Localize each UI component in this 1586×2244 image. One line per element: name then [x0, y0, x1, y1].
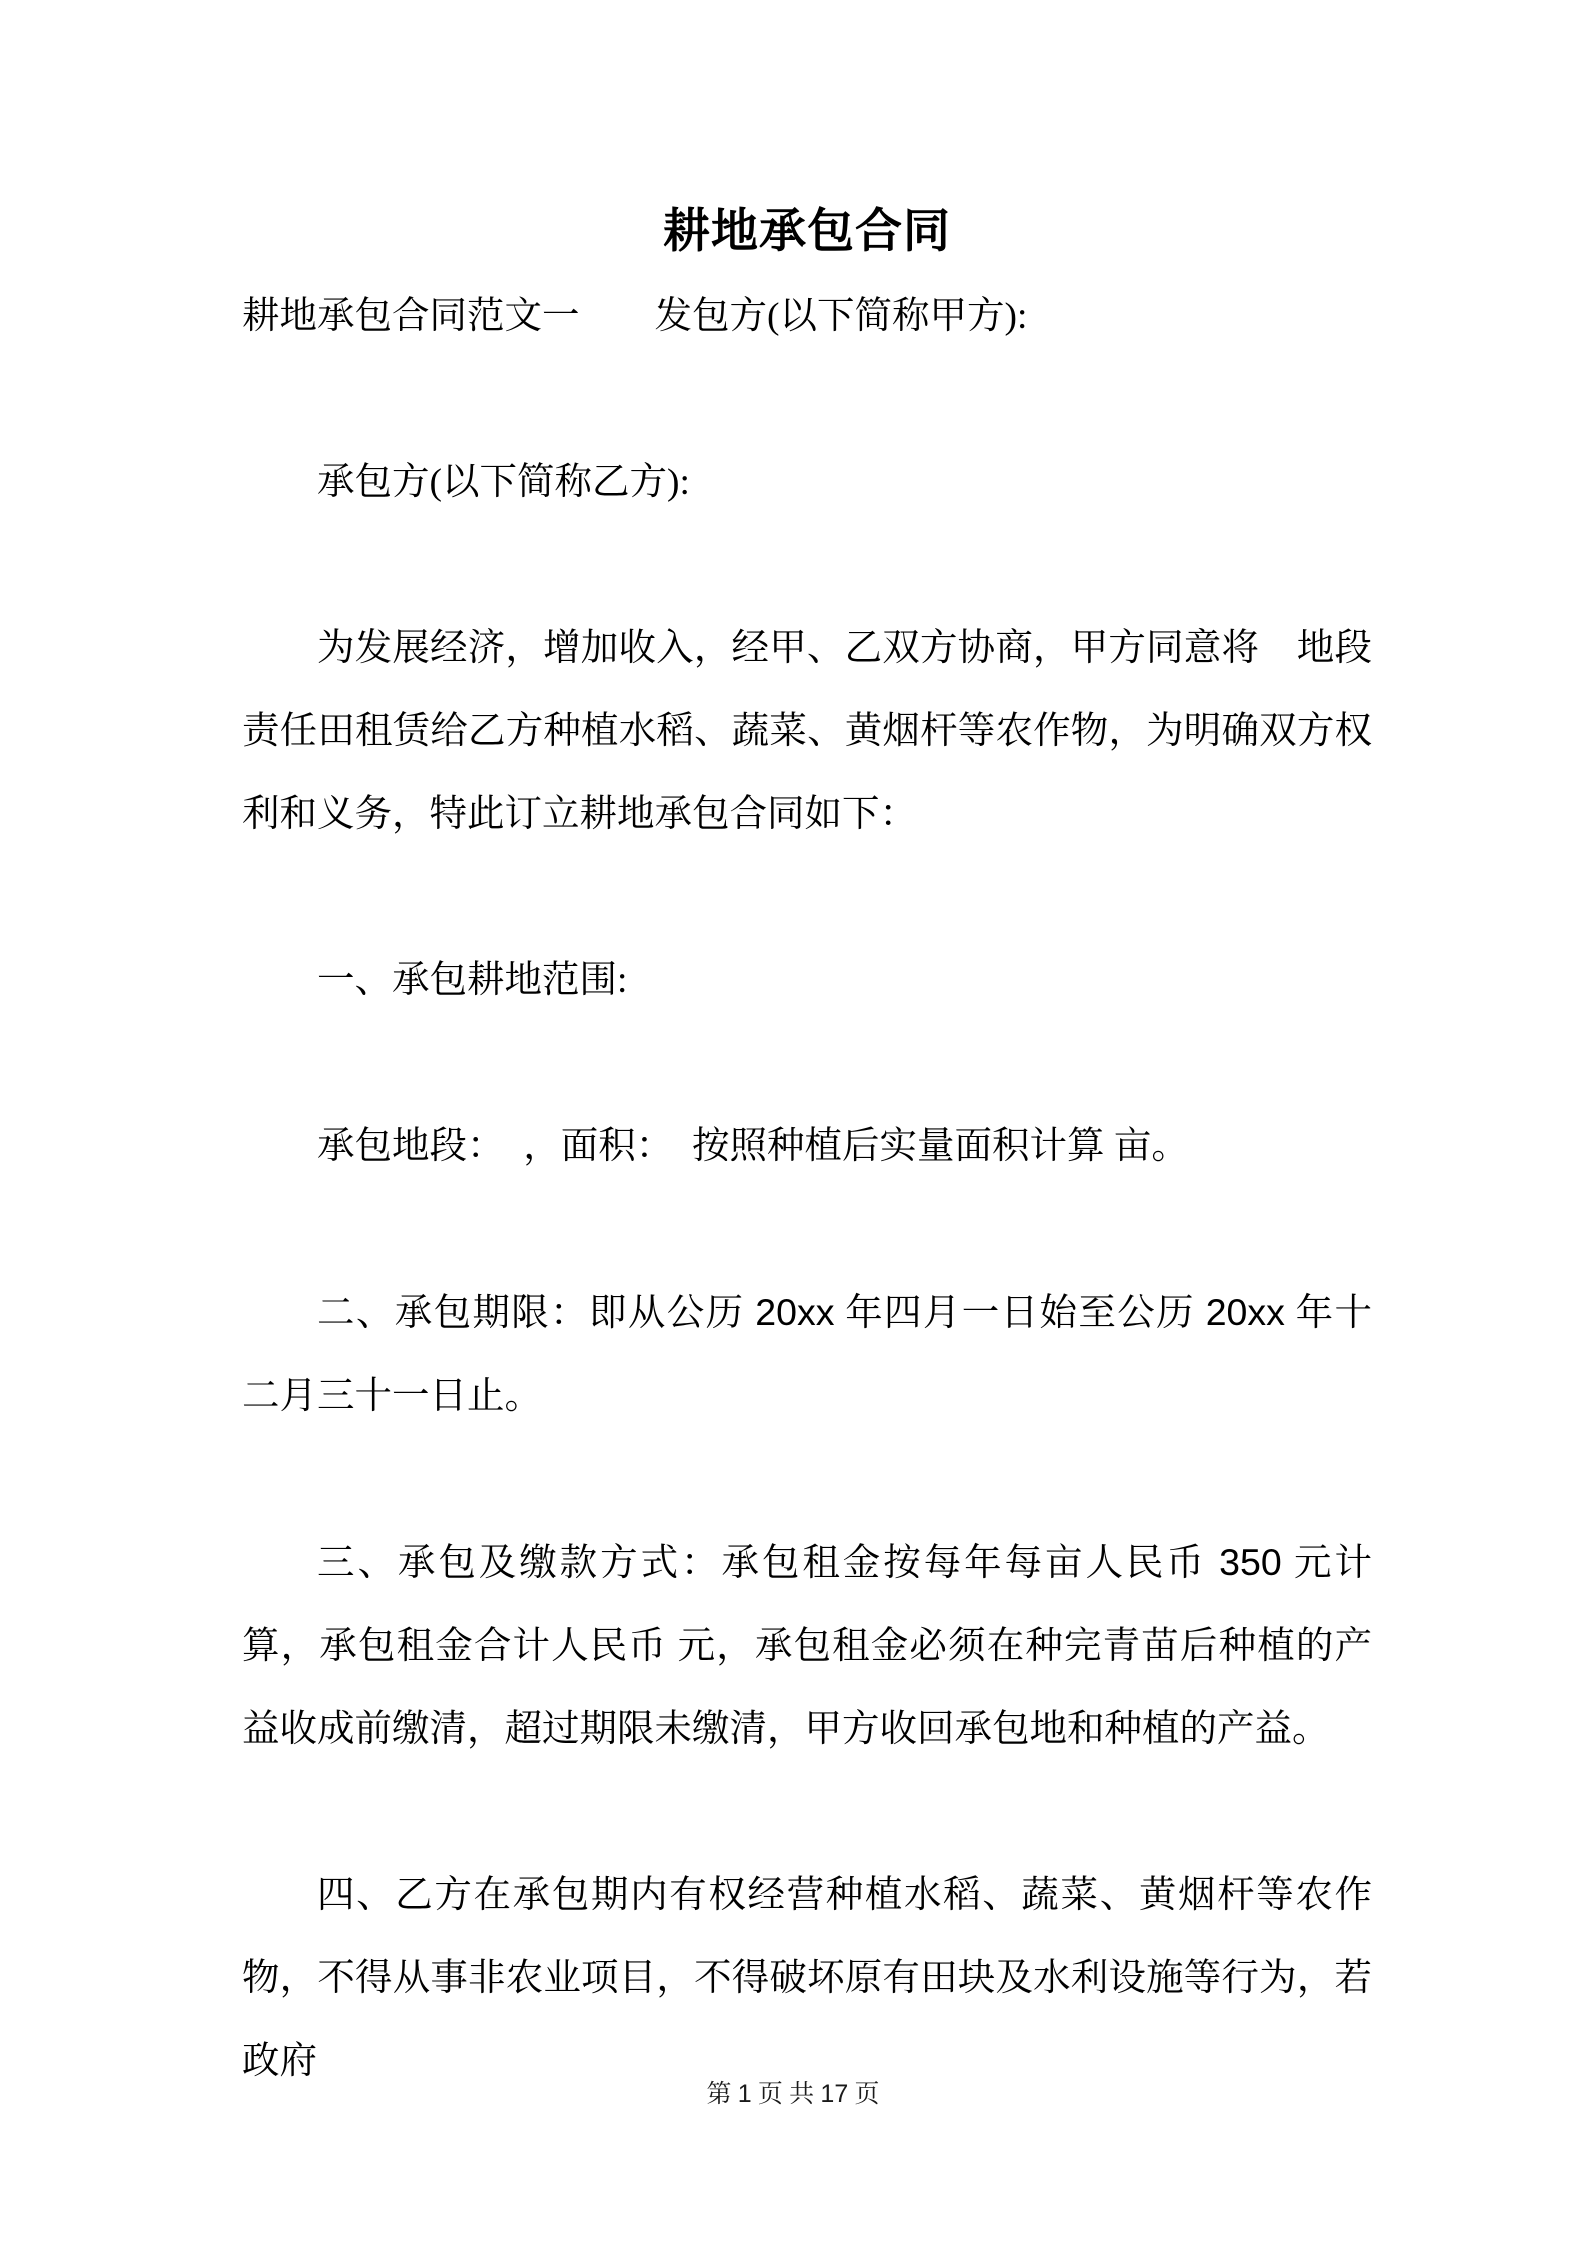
document-title: 耕地承包合同: [663, 206, 951, 258]
latin-number: 350: [1219, 1541, 1282, 1583]
latin-number: 1: [737, 2080, 752, 2108]
latin-number: 20xx: [755, 1291, 835, 1333]
paragraph-clause-2: 二、承包期限：即从公历 20xx 年四月一日始至公历 20xx 年十二月三十一日止。: [242, 1291, 1373, 1417]
paragraph-party-b: 承包方(以下简称乙方):: [317, 462, 690, 503]
latin-number: 20xx: [1205, 1291, 1285, 1333]
paragraph-clause-3: 三、承包及缴款方式：承包租金按每年每亩人民币 350 元计算，承包租金合计人民币 元，承包租金必须在种完青苗后种植的产益收成前缴清，超过期限未缴清，甲方收回承包地和种植的产益。: [242, 1541, 1373, 1750]
paragraph-clause-1-heading: 一、承包耕地范围:: [317, 960, 628, 1001]
paragraph-clause-4: 四、乙方在承包期内有权经营种植水稻、蔬菜、黄烟杆等农作物，不得从事非农业项目，不得破坏原有田块及水利设施等行为，若政府: [242, 1875, 1372, 2082]
page-number-footer: 第 1 页 共 17 页: [706, 2080, 880, 2108]
paragraph-doc-subtitle-and-party-a: 耕地承包合同范文一 发包方(以下简称甲方):: [242, 296, 1028, 337]
paragraph-preamble: 为发展经济，增加收入，经甲、乙双方协商，甲方同意将 地段责任田租赁给乙方种植水稻、蔬菜、黄烟杆等农作物，为明确双方权利和义务，特此订立耕地承包合同如下：: [242, 628, 1372, 835]
paragraph-clause-1-body: 承包地段： ，面积： 按照种植后实量面积计算 亩。: [317, 1126, 1189, 1167]
latin-number: 17: [820, 2080, 849, 2108]
